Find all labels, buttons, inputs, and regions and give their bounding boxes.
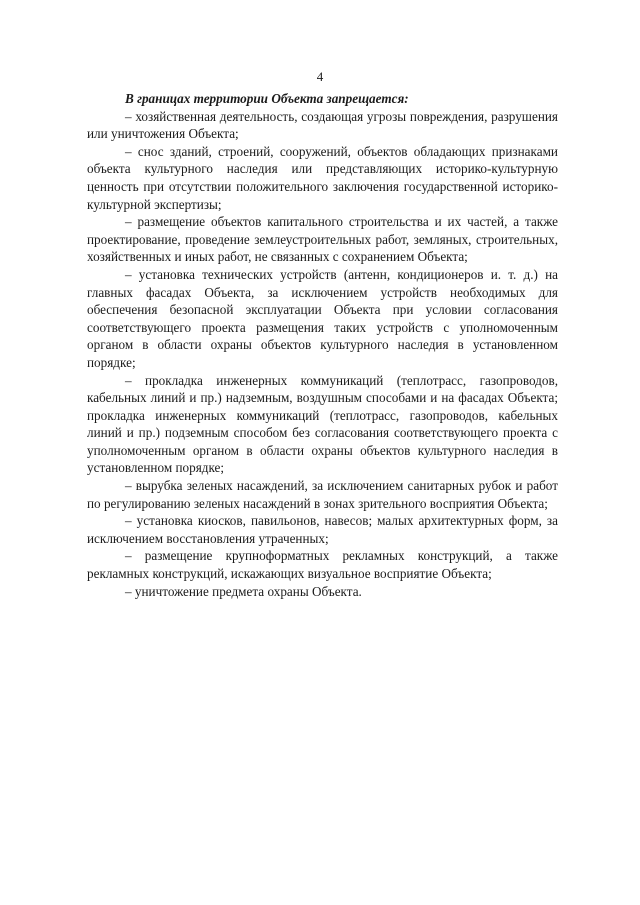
page-number: 4 <box>316 69 324 84</box>
section-heading: В границах территории Объекта запрещается: <box>125 91 409 106</box>
prohibition-item: – установка киосков, павильонов, навесов; малых архитектурных форм, за исключением восстановления утраченных; <box>87 513 558 546</box>
prohibition-item: – вырубка зеленых насаждений, за исключением санитарных рубок и работ по регулированию зеленых насаждений в зонах зрительного восприятия Объекта; <box>87 478 558 511</box>
prohibition-item: – размещение объектов капитального строительства и их частей, а также проектирование, проведение землеустроительных работ, земляных, строительных, хозяйственных и иных работ, не связанных с сохранением Объекта; <box>87 214 558 265</box>
prohibition-item: – хозяйственная деятельность, создающая угрозы повреждения, разрушения или уничтожения Объекта; <box>87 108 558 142</box>
prohibition-item: – размещение крупноформатных рекламных конструкций, а также рекламных конструкций, искажающих визуальное восприятие Объекта; <box>87 548 558 582</box>
prohibition-item: – установка технических устройств (антенн, кондиционеров и. т. д.) на главных фасадах Объекта, за исключением устройств необходимых для обеспечения безопасной эксплуатации Объекта при условии согласования соответствующего проекта размещения таких устройств с уполномоченным органом в области охраны объектов культурного наследия в установленном порядке; <box>87 266 558 370</box>
document-body <box>87 90 558 600</box>
prohibition-item: – уничтожение предмета охраны Объекта. <box>125 583 362 599</box>
prohibition-item: – прокладка инженерных коммуникаций (теплотрасс, газопроводов, кабельных линий и пр.) надземным, воздушным способами и на фасадах Объекта; прокладка инженерных коммуникаций (теплотрасс, газопроводов, кабельных линий и пр.) подземным способом без согласования соответствующего проекта с уполномоченным органом в области охраны объектов культурного наследия в установленном порядке; <box>87 372 558 476</box>
prohibition-item: – снос зданий, строений, сооружений, объектов обладающих признаками объекта культурного наследия или представляющих историко-культурную ценность при отсутствии положительного заключения государственной историко-культурной экспертизы; <box>87 143 558 212</box>
